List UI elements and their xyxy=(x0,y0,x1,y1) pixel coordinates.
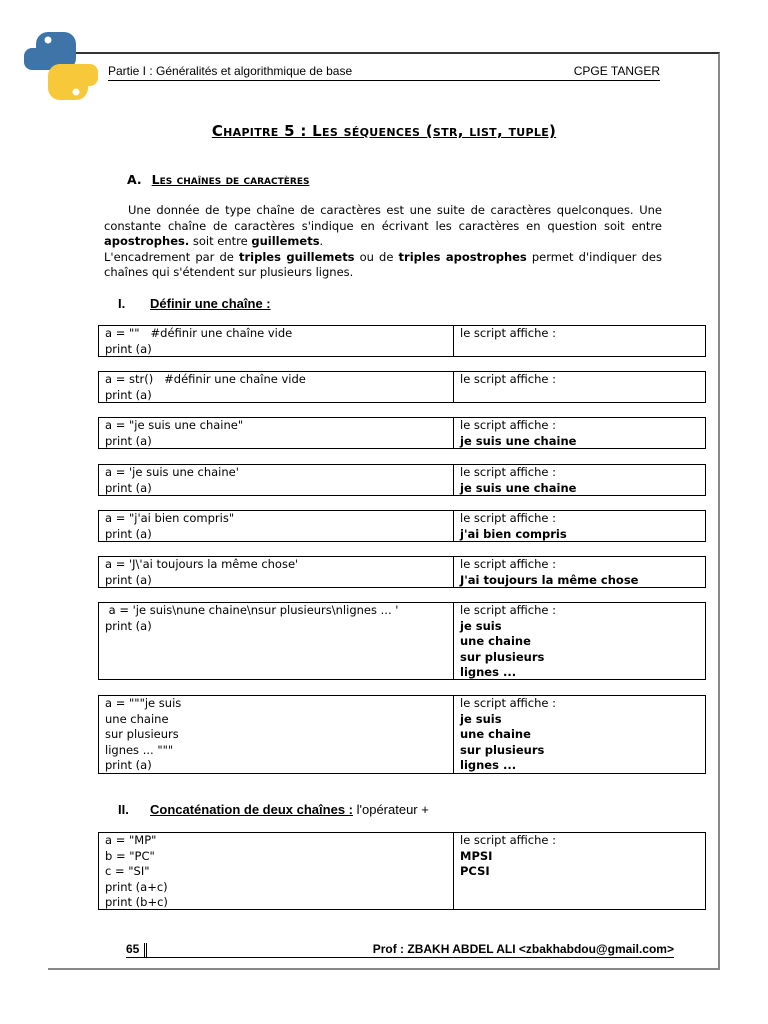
output-line: je suis une chaine xyxy=(460,433,577,448)
code-cell xyxy=(99,465,454,495)
output-label: le script affiche : xyxy=(460,465,557,479)
intro-bold-triples-apostrophes: triples apostrophes xyxy=(398,249,527,264)
code-line: a = str() #définir une chaîne vide xyxy=(105,372,306,386)
output-label: le script affiche : xyxy=(460,603,557,617)
output-cell xyxy=(454,418,705,448)
header-school: CPGE TANGER xyxy=(573,64,660,78)
output-line: sur plusieurs xyxy=(460,649,545,664)
section-1-number: I. xyxy=(118,296,126,311)
intro-bold-apostrophes: apostrophes. xyxy=(104,234,190,248)
output-cell xyxy=(454,326,705,356)
code-line: print (a) xyxy=(105,480,152,495)
code-cell xyxy=(99,326,454,356)
chapter-title: Chapitre 5 : Les séquences (str, list, tuple) xyxy=(211,122,557,140)
code-line: a = 'je suis\nune chaine\nsur plusieurs\nlignes ... ' xyxy=(105,603,399,617)
python-logo-icon xyxy=(20,28,102,104)
code-line: a = "MP" xyxy=(105,833,157,847)
code-table xyxy=(98,832,706,910)
output-label: le script affiche : xyxy=(460,696,557,710)
code-line: print (a) xyxy=(105,618,152,633)
section-a-letter: A. xyxy=(127,172,142,187)
output-label: le script affiche : xyxy=(460,326,557,340)
code-line: print (a) xyxy=(105,572,152,587)
output-line: lignes ... xyxy=(460,665,517,679)
code-line: a = "j'ai bien compris" xyxy=(105,511,235,525)
code-line: print (a+c) xyxy=(105,879,168,894)
code-line: a = "" #définir une chaîne vide xyxy=(105,326,293,340)
output-cell xyxy=(454,696,705,773)
output-line: J'ai toujours la même chose xyxy=(460,572,639,587)
output-cell xyxy=(454,603,705,679)
page-header xyxy=(108,64,660,81)
section-2-rest: l'opérateur + xyxy=(353,802,429,817)
page-footer xyxy=(126,942,674,958)
output-label: le script affiche : xyxy=(460,418,557,432)
code-line: sur plusieurs xyxy=(105,727,179,741)
code-line: a = 'J\'ai toujours la même chose' xyxy=(105,557,299,571)
intro-text: soit entre xyxy=(189,234,252,248)
code-line: print (a) xyxy=(105,526,152,541)
output-line: une chaine xyxy=(460,727,531,741)
code-cell xyxy=(99,557,454,587)
output-cell xyxy=(454,511,705,541)
code-line: print (b+c) xyxy=(105,895,168,909)
code-line: print (a) xyxy=(105,387,152,402)
code-cell xyxy=(99,511,454,541)
code-table xyxy=(98,464,706,496)
section-2-title: Concaténation de deux chaînes : xyxy=(150,802,353,817)
section-1-title: Définir une chaîne : xyxy=(150,296,271,311)
code-line: a = 'je suis une chaine' xyxy=(105,465,239,479)
header-part-title: Partie I : Généralités et algorithmique de base xyxy=(108,64,353,78)
code-table xyxy=(98,371,706,403)
output-cell xyxy=(454,372,705,402)
intro-text: ou de xyxy=(354,249,399,264)
code-line: a = "je suis une chaine" xyxy=(105,418,244,432)
intro-text: L'encadrement par de xyxy=(104,249,239,264)
section-a-heading xyxy=(127,172,309,187)
output-line: MPSI xyxy=(460,848,493,863)
output-line: sur plusieurs xyxy=(460,742,545,757)
code-line: print (a) xyxy=(105,758,152,772)
code-table xyxy=(98,695,706,774)
code-table xyxy=(98,602,706,680)
output-label: le script affiche : xyxy=(460,833,557,847)
output-label: le script affiche : xyxy=(460,372,557,386)
code-cell xyxy=(99,603,454,679)
intro-paragraph xyxy=(104,203,662,281)
code-line: print (a) xyxy=(105,433,152,448)
section-a-title: Les chaînes de caractères xyxy=(151,172,310,187)
output-line: j'ai bien compris xyxy=(460,526,567,541)
intro-text: permet d'indiquer des chaînes qui s'étendent sur plusieurs lignes. xyxy=(104,249,662,279)
code-line: b = "PC" xyxy=(105,848,155,863)
output-line: PCSI xyxy=(460,864,490,878)
output-cell xyxy=(454,465,705,495)
output-label: le script affiche : xyxy=(460,511,557,525)
code-line: lignes ... """ xyxy=(105,742,174,757)
output-line: une chaine xyxy=(460,634,531,648)
output-label: le script affiche : xyxy=(460,557,557,571)
code-cell xyxy=(99,833,454,909)
code-line: c = "SI" xyxy=(105,864,150,878)
section-2-heading xyxy=(118,802,429,817)
intro-text: Une donnée de type chaîne de caractères est une suite de caractères quelconques. Une constante chaîne de caractères s'indique en écrivant les caractères en question soit entre xyxy=(104,203,662,233)
footer-separator xyxy=(144,943,147,957)
output-line: lignes ... xyxy=(460,758,517,772)
code-cell xyxy=(99,418,454,448)
section-1-heading xyxy=(118,296,271,311)
output-line: je suis xyxy=(460,711,502,726)
output-line: je suis xyxy=(460,618,502,633)
output-cell xyxy=(454,833,705,909)
page-number: 65 xyxy=(126,942,140,956)
code-line: une chaine xyxy=(105,711,169,726)
code-table xyxy=(98,556,706,588)
output-cell xyxy=(454,557,705,587)
code-cell xyxy=(99,696,454,773)
code-table xyxy=(98,325,706,357)
code-cell xyxy=(99,372,454,402)
code-table xyxy=(98,510,706,542)
intro-bold-guillemets: guillemets xyxy=(251,234,320,248)
code-line: print (a) xyxy=(105,341,152,356)
code-table xyxy=(98,417,706,449)
code-line: a = """je suis xyxy=(105,696,182,710)
output-line: je suis une chaine xyxy=(460,480,577,495)
footer-author: Prof : ZBAKH ABDEL ALI <zbakhabdou@gmail.com> xyxy=(372,942,674,956)
intro-text: . xyxy=(319,234,324,248)
section-2-number: II. xyxy=(118,802,129,817)
intro-bold-triples-guillemets: triples guillemets xyxy=(238,249,355,264)
